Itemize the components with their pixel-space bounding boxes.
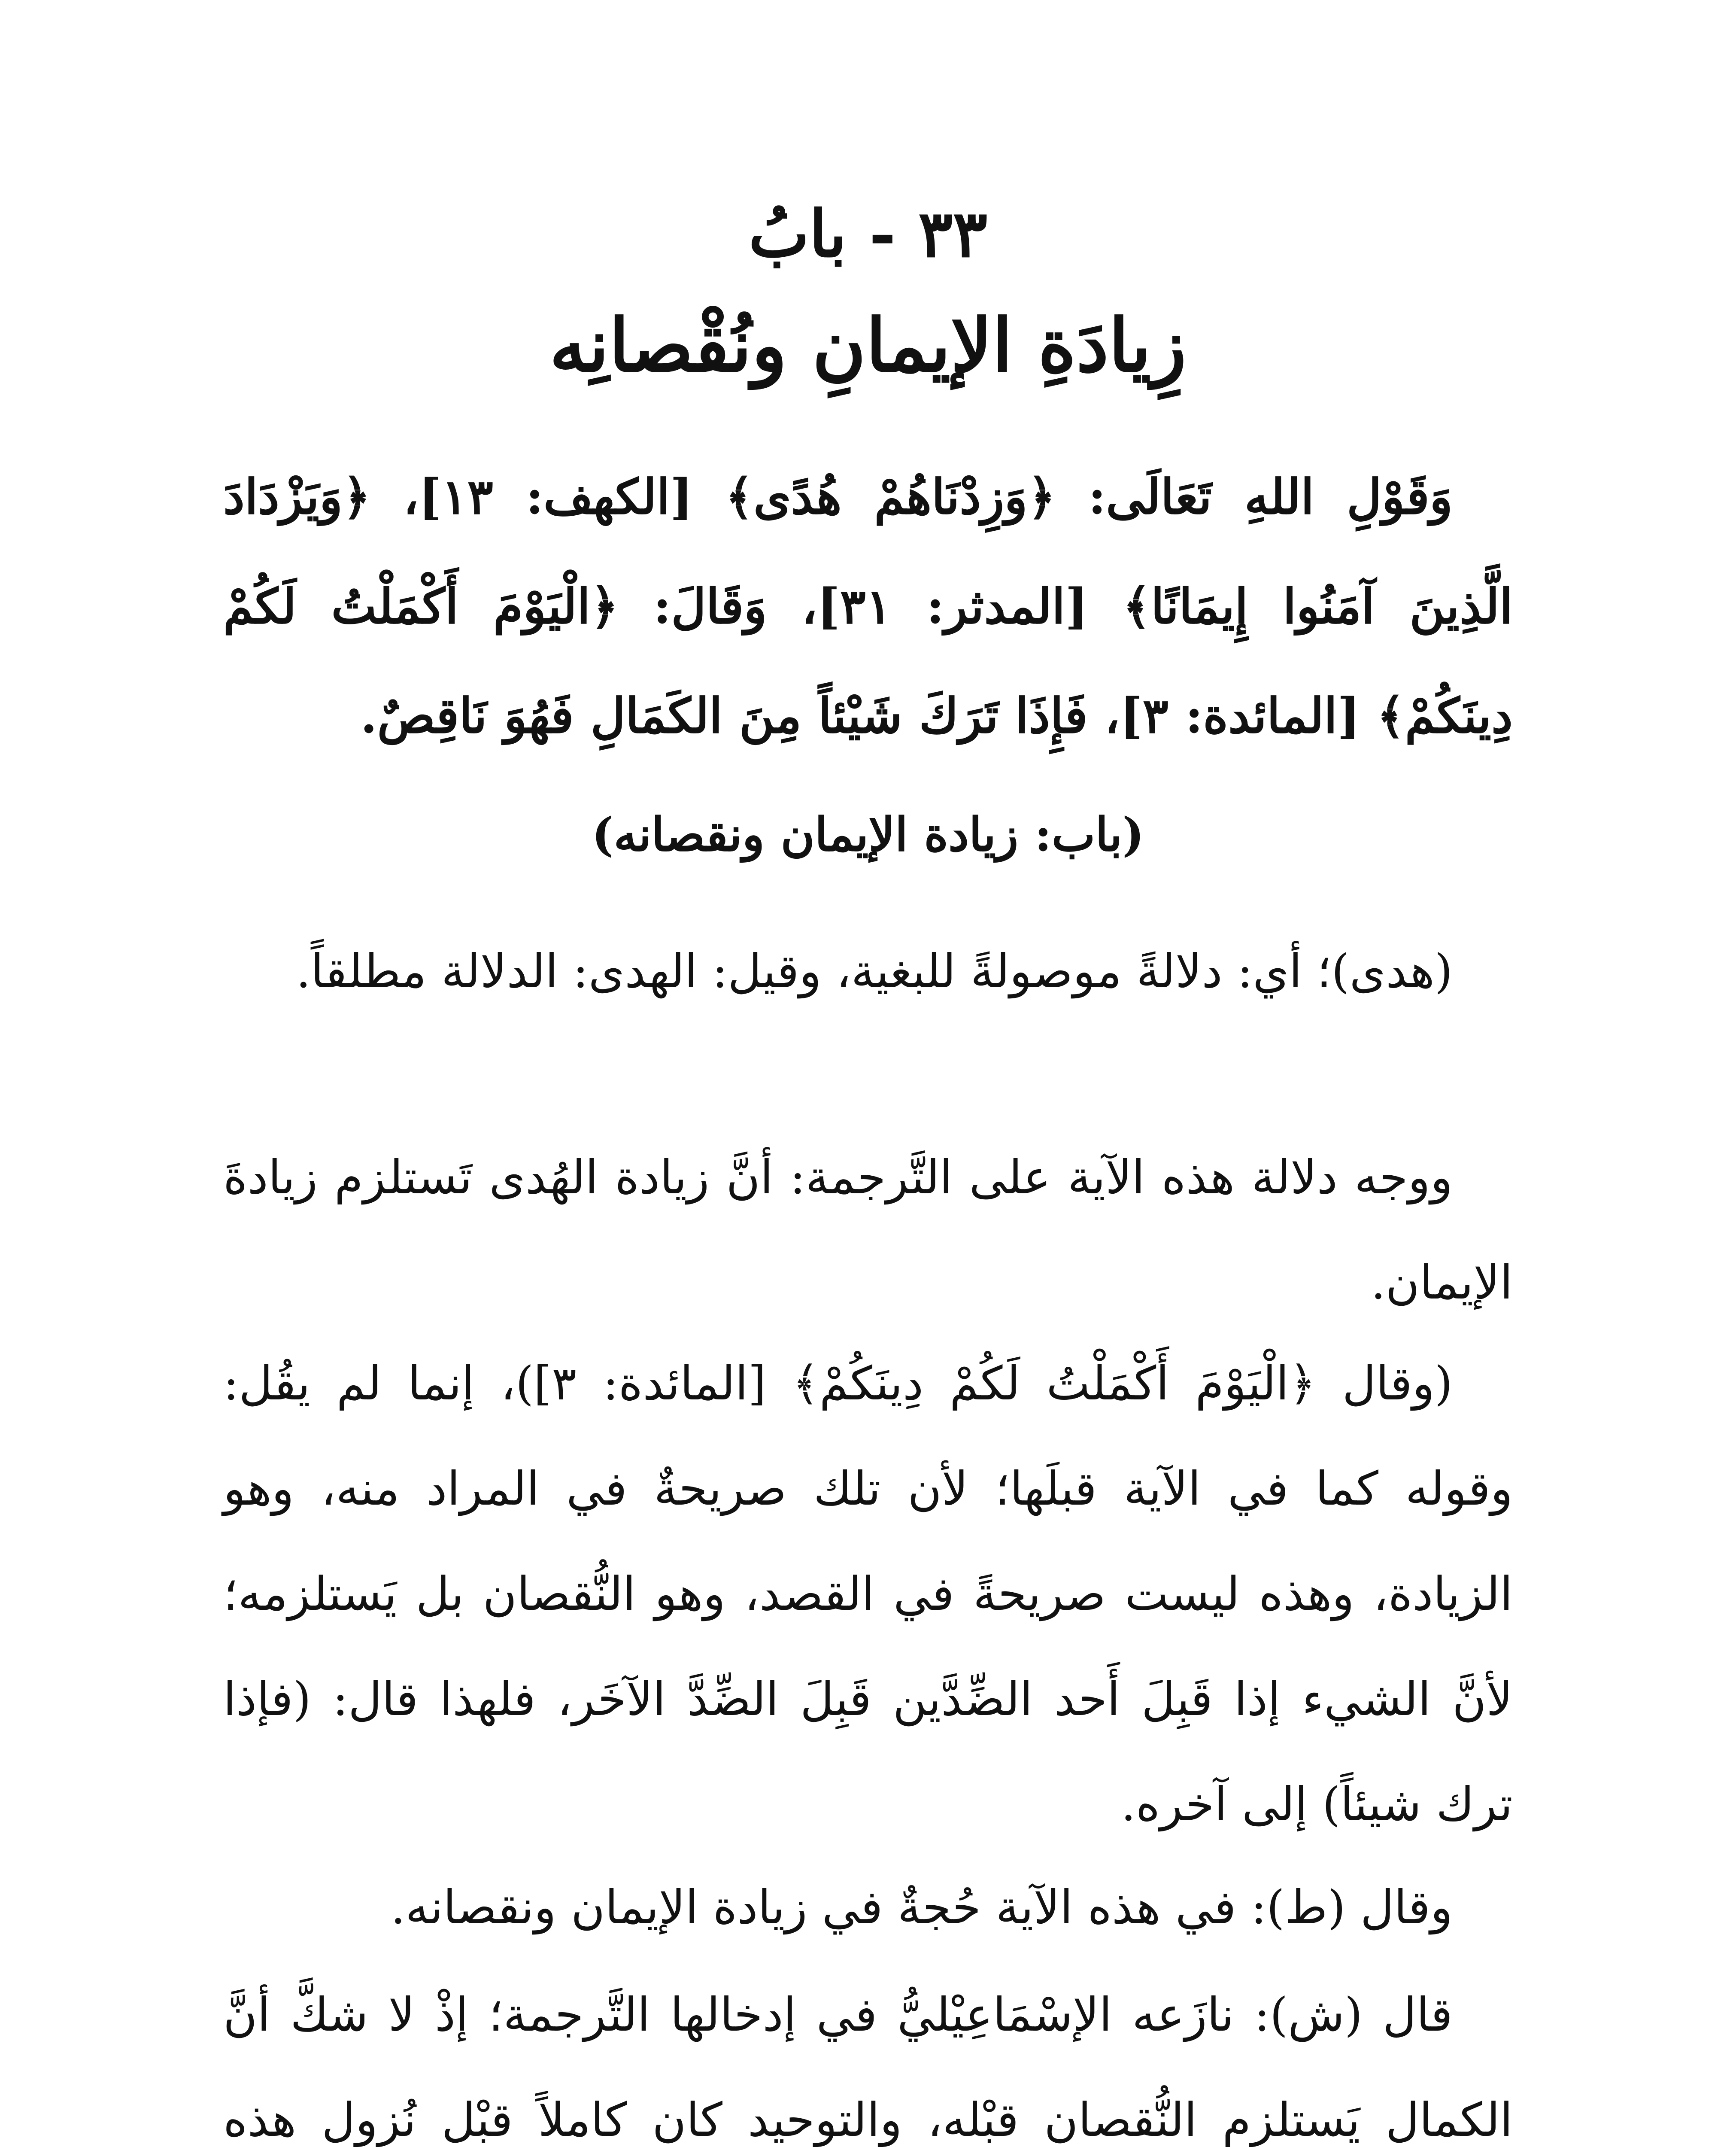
paragraph-5 — [223, 1962, 1513, 2147]
paragraph-3 — [223, 1331, 1513, 1857]
chapter-title: زِيادَةِ الإيمانِ ونُقْصانِه — [549, 303, 1187, 389]
intro-verses — [223, 442, 1513, 771]
intro-text: وَقَوْلِ اللهِ تَعَالَى: ﴿وَزِدْنَاهُمْ هُدًى﴾ [الكهف: ١٣]، ﴿وَيَزْدَادَ الَّذِينَ آمَنُوا إِيمَانًا﴾ [المدثر: ٣١]، وَقَالَ: ﴿الْيَوْمَ أَكْمَلْتُ لَكُمْ دِينَكُمْ﴾ [المائدة: ٣]، فَإِذَا تَرَكَ شَيْئاً مِنَ الكَمَالِ فَهُوَ نَاقِصٌ. — [223, 469, 1513, 744]
chapter-number: ٣٣ - بابُ — [748, 196, 988, 272]
paragraph-text: (هدى)؛ أي: دلالةً موصولةً للبغية، وقيل: الهدى: الدلالة مطلقاً. — [296, 945, 1453, 998]
paragraph-text: قال (ش): نازَعه الإسْمَاعِيْليُّ في إدخالها التَّرجمة؛ إذْ لا شكَّ أنَّ الكمال يَستلزم النُّقصان قبْله، والتوحيد كان كاملاً قبْل نُزول هذه — [223, 1988, 1513, 2147]
paragraph-4 — [223, 1855, 1513, 1960]
paragraph-text: (وقال ﴿الْيَوْمَ أَكْمَلْتُ لَكُمْ دِينَكُمْ﴾ [المائدة: ٣])، إنما لم يقُل: وقوله كما في الآية قبلَها؛ لأن تلك صريحةٌ في المراد منه، وهو الزيادة، وهذه ليست صريحةً في القصد، وهو النُّقصان بل يَستلزمه؛ لأنَّ الشيء إذا قَبِلَ أَحد الضِّدَّين قَبِلَ الضِّدَّ الآخَر، فلهذا قال: (فإذا ترك شيئاً) إلى آخره. — [223, 1357, 1513, 1831]
paragraph-text: وقال (ط): في هذه الآية حُجةٌ في زيادة الإيمان ونقصانه. — [391, 1881, 1453, 1934]
commentary-heading: (باب: زيادة الإيمان ونقصانه) — [592, 808, 1144, 862]
paragraph-1 — [223, 919, 1513, 1024]
paragraph-text: ووجه دلالة هذه الآية على التَّرجمة: أنَّ زيادة الهُدى تَستلزم زيادةَ الإيمان. — [223, 1151, 1513, 1310]
paragraph-2 — [223, 1125, 1513, 1335]
